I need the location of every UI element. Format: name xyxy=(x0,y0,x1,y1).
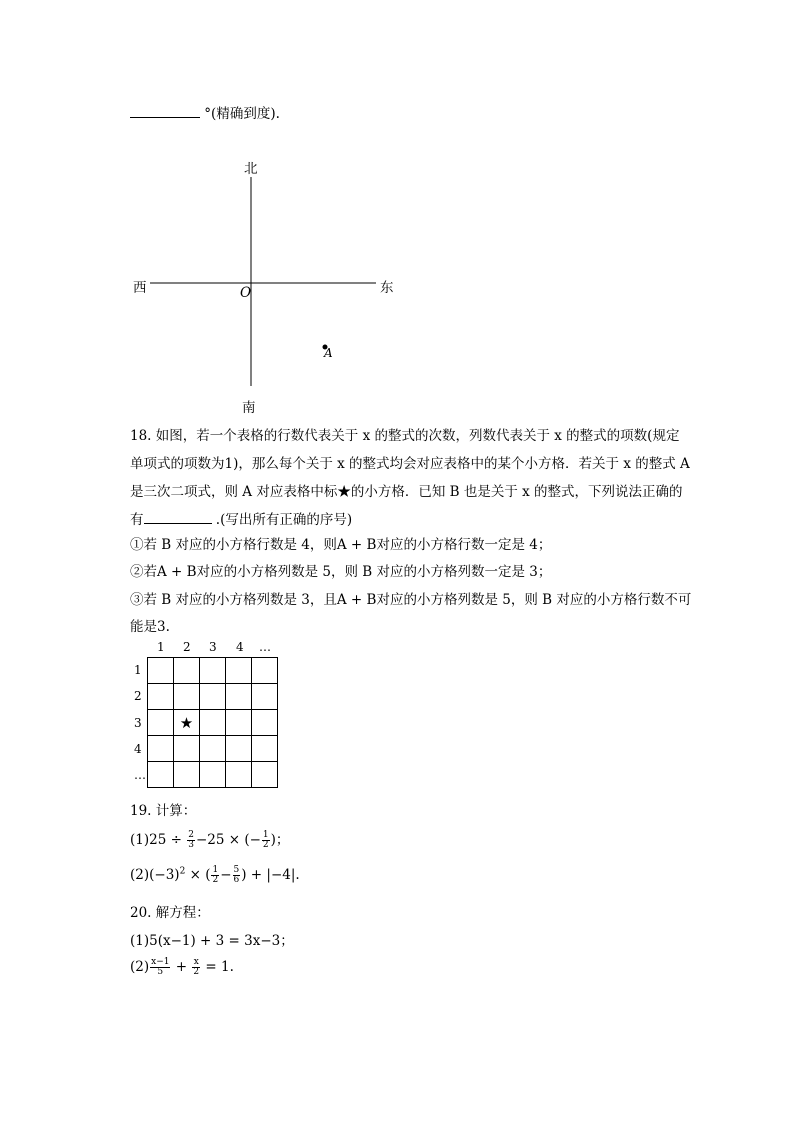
west-label: 西 xyxy=(133,280,147,296)
q18-option-3-line2: 能是3. xyxy=(130,619,170,635)
q19-p2-mid: × ( xyxy=(185,867,211,883)
grid-cell xyxy=(148,710,174,736)
q18-line2: 单项式的项数为1)，那么每个关于 x 的整式均会对应表格中的某个小方格．若关于 x 的整式 A xyxy=(130,456,690,472)
q18-line4 xyxy=(130,508,352,528)
denominator: 6 xyxy=(233,875,240,885)
grid-row-header: 4 xyxy=(134,742,142,756)
numerator: 1 xyxy=(212,865,219,875)
grid-cell xyxy=(174,762,200,788)
grid-cell xyxy=(226,684,252,710)
q18-number: 18. xyxy=(130,428,152,444)
minus-sign: − xyxy=(220,867,232,883)
q18-line1 xyxy=(130,424,679,444)
grid-col-header: 3 xyxy=(209,640,217,654)
grid-cell xyxy=(200,658,226,684)
numerator: 1 xyxy=(262,830,269,840)
east-label: 东 xyxy=(380,280,394,296)
grid-cell xyxy=(148,684,174,710)
grid-cell xyxy=(174,658,200,684)
exponent: 2 xyxy=(179,866,186,877)
q20-title: 20. 解方程： xyxy=(130,905,210,921)
q20-p2-pre: (2) xyxy=(130,959,150,975)
denominator: 2 xyxy=(262,840,269,850)
q20-p2-post: = 1. xyxy=(201,959,234,975)
answer-line-17 xyxy=(130,102,280,122)
numerator: x−1 xyxy=(151,957,170,967)
q20-part-2 xyxy=(130,958,234,977)
grid-col-header: 1 xyxy=(157,640,165,654)
denominator: 5 xyxy=(157,967,164,977)
grid-cell xyxy=(200,736,226,762)
numerator: 5 xyxy=(233,865,240,875)
q18-answer-blank[interactable] xyxy=(144,523,212,524)
grid-cell xyxy=(226,736,252,762)
grid-col-header: … xyxy=(259,640,271,654)
q19-title: 19. 计算： xyxy=(130,803,197,819)
q18-option-2: ②若A + B对应的小方格列数是 5，则 B 对应的小方格列数一定是 3； xyxy=(130,564,552,580)
precision-note: (精确到度). xyxy=(211,106,280,122)
grid-row-header: 2 xyxy=(134,689,142,703)
degree-symbol: ° xyxy=(204,106,212,122)
polynomial-grid xyxy=(147,657,278,788)
grid-cell xyxy=(148,736,174,762)
fraction xyxy=(150,958,170,977)
grid-cell xyxy=(200,762,226,788)
q19-p1-pre: (1)25 ÷ xyxy=(130,832,187,848)
grid-cell xyxy=(252,658,278,684)
numerator: 2 xyxy=(188,830,194,840)
fraction xyxy=(192,958,200,977)
point-a-label: A xyxy=(324,346,333,360)
grid-cell xyxy=(226,658,252,684)
compass-diagram xyxy=(120,150,410,420)
grid-cell xyxy=(174,736,200,762)
grid-cell xyxy=(226,762,252,788)
q18-suffix: .(写出所有正确的序号) xyxy=(211,512,353,528)
q19-part-1 xyxy=(130,828,289,850)
grid-cell xyxy=(200,684,226,710)
south-label: 南 xyxy=(242,400,256,416)
grid-col-header: 2 xyxy=(183,640,191,654)
grid-cell xyxy=(252,710,278,736)
q19-p2-post: ) + |−4|. xyxy=(241,867,300,883)
answer-blank[interactable] xyxy=(130,117,200,118)
grid-cell xyxy=(252,736,278,762)
grid-cell xyxy=(226,710,252,736)
grid-row-header: 3 xyxy=(134,716,142,730)
grid-cell-star: ★ xyxy=(174,710,200,736)
q19-p1-mid: −25 × (− xyxy=(195,832,261,848)
q18-line3: 是三次二项式，则 A 对应表格中标★的小方格．已知 B 也是关于 x 的整式，下列说法正确的 xyxy=(130,484,683,500)
q19-p1-post: )； xyxy=(270,832,290,848)
grid-cell xyxy=(252,762,278,788)
grid-cell xyxy=(200,710,226,736)
grid-cell xyxy=(174,684,200,710)
north-label: 北 xyxy=(244,161,258,177)
fraction xyxy=(233,866,241,885)
grid-col-header: 4 xyxy=(236,640,244,654)
denominator: 2 xyxy=(193,967,200,977)
fraction xyxy=(187,831,195,850)
q18-prefix: 有 xyxy=(130,512,144,528)
q18-option-3-line1: ③若 B 对应的小方格列数是 3，且A + B对应的小方格列数是 5，则 B 对应的小方格行数不可 xyxy=(130,592,692,608)
grid-cell xyxy=(148,762,174,788)
q19-p2-pre: (2)(−3) xyxy=(130,867,180,883)
grid-cell xyxy=(252,684,278,710)
q18-option-1: ①若 B 对应的小方格行数是 4，则A + B对应的小方格行数一定是 4； xyxy=(130,537,552,553)
fraction xyxy=(262,831,270,850)
grid-row-header: … xyxy=(134,768,146,782)
q18-text-1: 如图，若一个表格的行数代表关于 x 的整式的次数，列数代表关于 x 的整式的项数(规定 xyxy=(155,428,680,444)
plus-sign: + xyxy=(171,959,192,975)
denominator: 2 xyxy=(212,875,219,885)
origin-label: O xyxy=(240,285,252,301)
grid-row-header: 1 xyxy=(134,663,142,677)
numerator: x xyxy=(193,957,199,967)
q19-part-2 xyxy=(130,866,300,885)
denominator: 3 xyxy=(188,840,194,850)
grid-cell xyxy=(148,658,174,684)
fraction xyxy=(211,866,219,885)
q20-part-1: (1)5(x−1) + 3 = 3x−3； xyxy=(130,933,294,949)
